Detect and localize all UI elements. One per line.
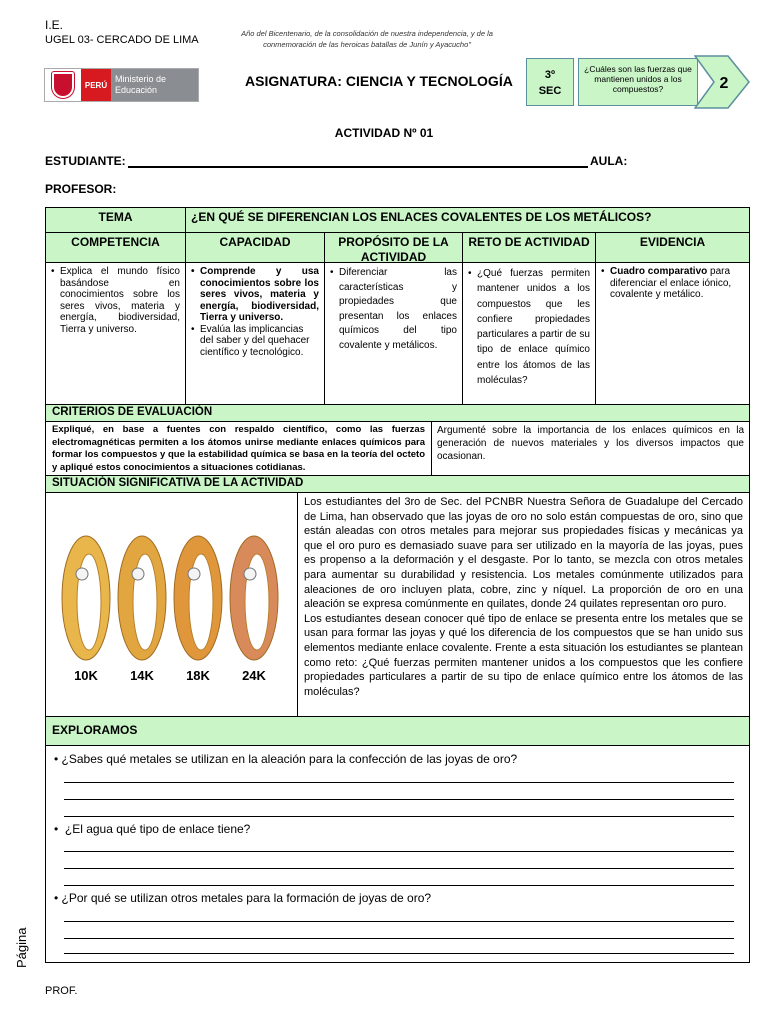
competencia-cell [45, 262, 186, 405]
school-label: I.E. [45, 18, 64, 32]
diamond-icon [76, 568, 88, 580]
footer-prof-label: PROF. [45, 985, 78, 997]
situation-title: SITUACIÓN SIGNIFICATIVA DE LA ACTIVIDAD [45, 475, 750, 493]
capacidad-item-1: • Comprende y usa conocimientos sobre los seres vivos, materia y energía, biodiversidad, Tierra y universo. [191, 266, 319, 324]
gold-rings-image [52, 528, 296, 688]
explore-question-3-text: ¿Por qué se utilizan otros metales para la formación de joyas de oro? [61, 891, 432, 905]
proposito-text: • Diferenciar las características y propiedades que presentan los enlaces químicos del tipo covalente y metálicos. [330, 266, 457, 353]
answer-line[interactable] [64, 938, 734, 939]
column-header-reto: RETO DE ACTIVIDAD [462, 232, 596, 263]
proposito-cell [324, 262, 463, 405]
criteria-left: Expliqué, en base a fuentes con respaldo científico, como las fuerzas electromagnéticas permiten a los átomos unirse mediante enlaces químicos para formar los compuestos y que la estabilidad química se basa en la teoría del octeto y apliqué estos conocimientos a situaciones cotidianas. [45, 421, 432, 476]
teacher-label: PROFESOR: [45, 182, 117, 196]
activity-title: ACTIVIDAD Nº 01 [334, 126, 434, 140]
ring-karat-label: 24K [242, 668, 266, 683]
classroom-label: AULA: [590, 154, 628, 168]
situation-paragraph-2: Los estudiantes desean conocer qué tipo de enlace se presenta entre los metales que se usan para formar las joyas y qué los diferencia de los compuestos que se han unido sus elementos mediante enlace covalente. Frente a esta situación los estudiantes se plantean como reto: ¿Qué fuerzas permiten mantener unidos a los compuestos que les confiere propiedades particulares a partir de su tipo de enlace químico entre los átomos de las moléculas? [304, 612, 743, 698]
answer-line[interactable] [64, 851, 734, 852]
evidencia-cell [595, 262, 750, 405]
logo-peru-text: PERÚ [81, 69, 111, 101]
explore-question-1-text: ¿Sabes qué metales se utilizan en la aleación para la confección de las joyas de oro? [61, 752, 518, 766]
guiding-question-box: ¿Cuáles son las fuerzas que mantienen unidos a los compuestos? [578, 58, 698, 106]
topic-title: ¿EN QUÉ SE DIFERENCIAN LOS ENLACES COVALENTES DE LOS METÁLICOS? [185, 207, 750, 233]
column-header-competencia: COMPETENCIA [45, 232, 186, 263]
explore-question-2: • ¿El agua qué tipo de enlace tiene? [54, 822, 251, 836]
student-name-line[interactable] [128, 166, 588, 168]
criteria-title: CRITERIOS DE EVALUACIÓN [45, 404, 750, 422]
evidencia-text: para diferenciar el enlace iónico, covalente y metálico. [610, 266, 732, 300]
criteria-right: Argumenté sobre la importancia de los enlaces químicos en la generación de nuevos materiales y los diversos impactos que ocasionan. [431, 421, 750, 476]
ugel-label: UGEL 03- CERCADO DE LIMA [45, 34, 199, 46]
answer-line[interactable] [64, 868, 734, 869]
explore-question-2-text: ¿El agua qué tipo de enlace tiene? [64, 822, 251, 836]
gold-ring [174, 536, 222, 660]
diamond-icon [132, 568, 144, 580]
column-header-proposito: PROPÓSITO DE LA ACTIVIDAD [324, 232, 463, 263]
gold-ring [62, 536, 110, 660]
column-header-capacidad: CAPACIDAD [185, 232, 325, 263]
evidencia-bold: Cuadro comparativo [610, 266, 708, 277]
explore-question-3: • ¿Por qué se utilizan otros metales para la formación de joyas de oro? [54, 891, 432, 905]
grade-number: 3º [544, 69, 556, 81]
logo-ministry-text: Ministerio de Educación [111, 69, 198, 101]
ring-karat-label: 10K [74, 668, 98, 683]
ring-karat-label: 14K [130, 668, 154, 683]
explore-question-1: • ¿Sabes qué metales se utilizan en la aleación para la confección de las joyas de oro? [54, 752, 518, 766]
explore-body [45, 745, 750, 963]
explore-title: EXPLORAMOS [45, 716, 750, 746]
answer-line[interactable] [64, 799, 734, 800]
situation-paragraph-1: Los estudiantes del 3ro de Sec. del PCNBR Nuestra Señora de Guadalupe del Cercado de Lima, han observado que las joyas de oro no solo están compuestas de oro, sino que están aleadas con otros metales para mejorar sus propiedades físicas y mecánicas ya que el oro puro es demasiado suave para ser utilizado en la mayoría de las joyas, pues es propenso a la deformación y el desgaste. Por lo tanto, se mezcla con otros metales para aumentar su durabilidad y resistencia. Los metales comúnmente utilizados para aleaciones de oro incluyen plata, cobre, zinc y níquel. La proporción de oro en una aleación se expresa comúnmente en quilates, donde 24 quilates representan oro puro. [304, 496, 743, 611]
topic-label: TEMA [45, 207, 186, 233]
ring-karat-label: 18K [186, 668, 210, 683]
capacidad-cell [185, 262, 325, 405]
answer-line[interactable] [64, 885, 734, 886]
grade-level: SEC [538, 85, 562, 97]
diamond-icon [244, 568, 256, 580]
page-label: Página [14, 927, 29, 968]
answer-line[interactable] [64, 953, 734, 954]
reto-text: • ¿Qué fuerzas permiten mantener unidos a los compuestos que les confiere propiedades particulares a partir de su tipo de enlace químico entre los átomos de las moléculas? [468, 266, 590, 388]
answer-line[interactable] [64, 816, 734, 817]
gold-ring [118, 536, 166, 660]
subject-title: ASIGNATURA: CIENCIA Y TECNOLOGÍA [245, 73, 513, 89]
gold-ring [230, 536, 278, 660]
answer-line[interactable] [64, 921, 734, 922]
peru-shield-icon [45, 69, 81, 101]
year-motto: Año del Bicentenario, de la consolidación de nuestra independencia, y de la conmemoración de las heroicas batallas de Junín y Ayacucho" [241, 29, 493, 49]
ministry-logo [44, 68, 199, 102]
session-chevron-icon [694, 55, 750, 109]
diamond-icon [188, 568, 200, 580]
answer-line[interactable] [64, 782, 734, 783]
grade-box [526, 58, 574, 106]
student-label: ESTUDIANTE: [45, 154, 126, 168]
capacidad-item-2: • Evalúa las implicancias del saber y del quehacer científico y tecnológico. [191, 324, 319, 359]
session-number: 2 [719, 75, 729, 92]
competencia-text: • Explica el mundo físico basándose en conocimientos sobre los seres vivos, materia y energía, biodiversidad, Tierra y universo. [51, 266, 180, 335]
situation-text-cell [297, 492, 750, 717]
column-header-evidencia: EVIDENCIA [595, 232, 750, 263]
reto-cell [462, 262, 596, 405]
